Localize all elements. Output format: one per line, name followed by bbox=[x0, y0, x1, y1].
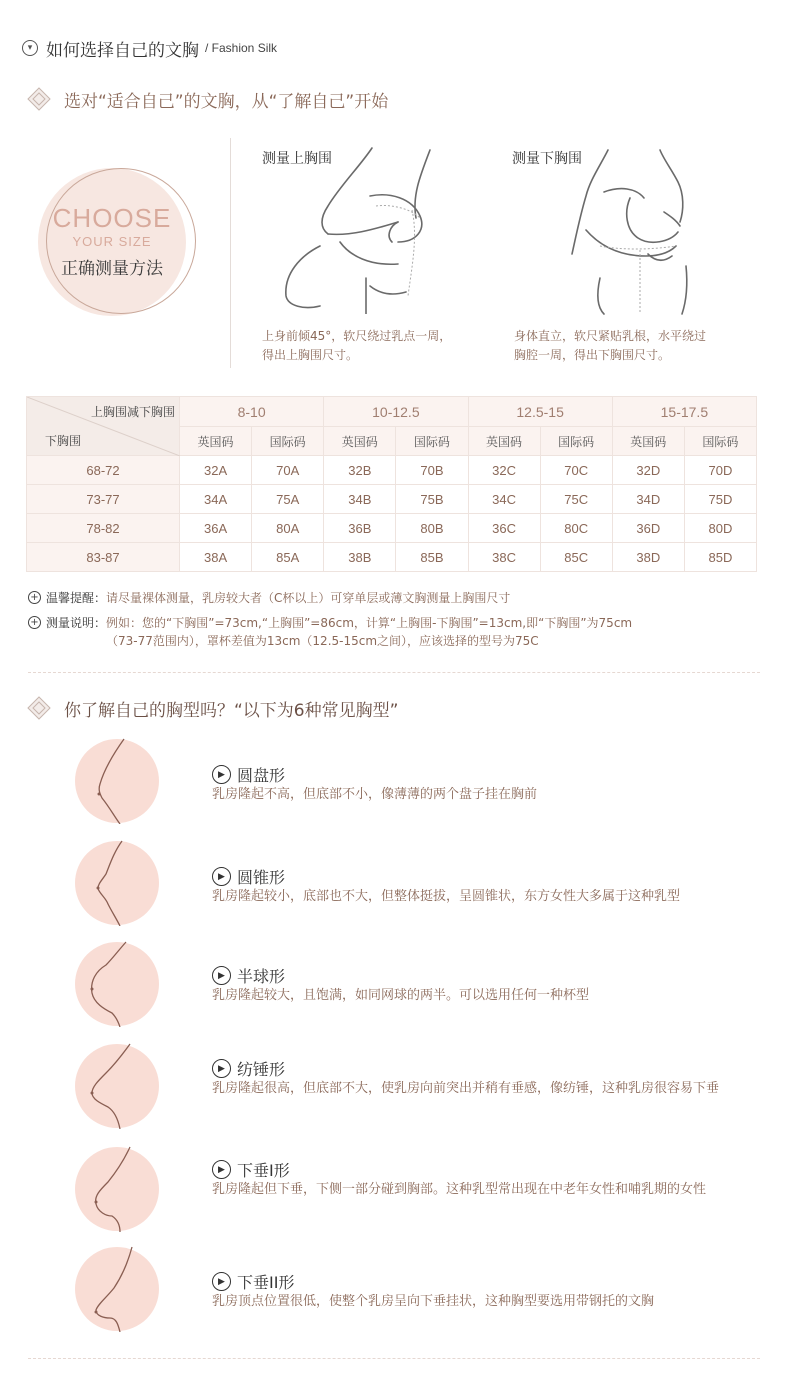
shape-title bbox=[212, 1270, 294, 1293]
dashed-divider bbox=[28, 672, 760, 673]
sub-header: 英国码 bbox=[180, 427, 252, 456]
group-header: 12.5-15 bbox=[468, 397, 612, 427]
shape-desc: 乳房顶点位置很低，使整个乳房呈向下垂挂状，这种胸型要选用带钢托的文胸 bbox=[212, 1294, 655, 1309]
measure-upper-desc bbox=[262, 327, 451, 365]
sub-header: 英国码 bbox=[612, 427, 684, 456]
size-cell: 70B bbox=[396, 456, 468, 485]
disc-shape-icon bbox=[74, 738, 160, 824]
size-cell: 85A bbox=[252, 543, 324, 572]
note-example bbox=[28, 614, 632, 632]
note-text: 例如：您的“下胸围”=73cm,“上胸围”=86cm，计算“上胸围-下胸围”=13cm,即“下胸围”为75cm bbox=[106, 616, 633, 630]
section-heading-2 bbox=[26, 695, 398, 721]
size-cell: 36A bbox=[180, 514, 252, 543]
measure-upper-label: 测量上胸围 bbox=[262, 151, 332, 167]
size-cell: 34D bbox=[612, 485, 684, 514]
size-cell: 34B bbox=[324, 485, 396, 514]
plus-circle-icon: + bbox=[28, 591, 41, 604]
shape-desc: 乳房隆起较小，底部也不大，但整体挺拔，呈圆锥状，东方女性大多属于这种乳型 bbox=[212, 889, 681, 904]
note-text: 请尽量裸体测量，乳房较大者（C杯以上）可穿单层或薄文胸测量上胸围尺寸 bbox=[106, 591, 511, 605]
size-cell: 80C bbox=[540, 514, 612, 543]
size-cell: 32C bbox=[468, 456, 540, 485]
shape-desc: 乳房隆起很高，但底部不大，使乳房向前突出并稍有垂感，像纺锤，这种乳房很容易下垂 bbox=[212, 1081, 720, 1096]
table-row bbox=[27, 514, 757, 543]
size-cell: 75A bbox=[252, 485, 324, 514]
size-cell: 38A bbox=[180, 543, 252, 572]
size-cell: 70D bbox=[684, 456, 756, 485]
shape-name: 下垂II形 bbox=[237, 1273, 295, 1292]
size-cell: 75D bbox=[684, 485, 756, 514]
note-reminder bbox=[28, 589, 510, 607]
table-header-row bbox=[27, 397, 757, 427]
choose-text: CHOOSE bbox=[52, 203, 172, 233]
chevron-down-icon: ▾ bbox=[22, 40, 38, 56]
page-title: 如何选择自己的文胸 bbox=[46, 40, 199, 61]
table-corner-cell bbox=[27, 397, 180, 456]
under-bust-cell: 73-77 bbox=[27, 485, 180, 514]
sub-header: 英国码 bbox=[324, 427, 396, 456]
size-cell: 32A bbox=[180, 456, 252, 485]
shape-desc: 乳房隆起较大，且饱满，如同网球的两半。可以选用任何一种杯型 bbox=[212, 988, 590, 1003]
shape-desc: 乳房隆起但下垂，下侧一部分碰到胸部。这种乳型常出现在中老年女性和哺乳期的女性 bbox=[212, 1182, 707, 1197]
table-row bbox=[27, 543, 757, 572]
shape-desc: 乳房隆起不高，但底部不小，像薄薄的两个盘子挂在胸前 bbox=[212, 787, 538, 802]
sagging-2-shape-icon bbox=[74, 1246, 160, 1332]
size-cell: 85D bbox=[684, 543, 756, 572]
divider bbox=[230, 138, 231, 368]
shape-title bbox=[212, 865, 285, 888]
lower-bust-illustration bbox=[560, 146, 720, 316]
group-header: 8-10 bbox=[180, 397, 324, 427]
size-cell: 38B bbox=[324, 543, 396, 572]
measure-lower-label: 测量下胸围 bbox=[512, 151, 582, 167]
arrow-right-icon: ▶ bbox=[212, 966, 231, 985]
size-cell: 80A bbox=[252, 514, 324, 543]
shape-name: 下垂I形 bbox=[237, 1161, 290, 1180]
section-title: 你了解自己的胸型吗？“以下为6种常见胸型” bbox=[64, 700, 399, 721]
size-cell: 32B bbox=[324, 456, 396, 485]
size-cell: 85C bbox=[540, 543, 612, 572]
shape-title bbox=[212, 964, 285, 987]
note-text: （73-77范围内），罩杯差值为13cm（12.5-15cm之间），应该选择的型号为75C bbox=[106, 634, 539, 648]
table-row bbox=[27, 456, 757, 485]
shape-name: 半球形 bbox=[237, 967, 286, 986]
sub-header: 国际码 bbox=[252, 427, 324, 456]
measure-lower-desc bbox=[514, 327, 706, 365]
sub-header: 英国码 bbox=[468, 427, 540, 456]
size-table bbox=[26, 396, 757, 572]
arrow-right-icon: ▶ bbox=[212, 1059, 231, 1078]
desc-line: 身体直立，软尺紧贴乳根，水平绕过 bbox=[514, 329, 707, 343]
group-header: 15-17.5 bbox=[612, 397, 756, 427]
size-cell: 85B bbox=[396, 543, 468, 572]
hemisphere-shape-icon bbox=[74, 941, 160, 1027]
size-cell: 34C bbox=[468, 485, 540, 514]
corner-bottom-label: 下胸围 bbox=[45, 434, 82, 448]
cone-shape-icon bbox=[74, 840, 160, 926]
note-key: 测量说明： bbox=[46, 616, 107, 630]
size-cell: 80B bbox=[396, 514, 468, 543]
section-heading-1 bbox=[26, 86, 388, 112]
dashed-divider bbox=[28, 1358, 760, 1359]
size-cell: 36C bbox=[468, 514, 540, 543]
size-cell: 38C bbox=[468, 543, 540, 572]
size-cell: 70A bbox=[252, 456, 324, 485]
plus-circle-icon: + bbox=[28, 616, 41, 629]
note-key: 温馨提醒： bbox=[46, 591, 107, 605]
diamond-icon bbox=[26, 86, 52, 112]
sub-header: 国际码 bbox=[396, 427, 468, 456]
table-row bbox=[27, 485, 757, 514]
desc-line: 胸腔一周，得出下胸围尺寸。 bbox=[514, 348, 671, 362]
size-cell: 36D bbox=[612, 514, 684, 543]
group-header: 10-12.5 bbox=[324, 397, 468, 427]
size-cell: 70C bbox=[540, 456, 612, 485]
desc-line: 上身前倾45°，软尺绕过乳点一周， bbox=[262, 329, 452, 343]
page-header bbox=[22, 36, 277, 60]
your-size-text: YOUR SIZE bbox=[72, 234, 152, 249]
size-cell: 34A bbox=[180, 485, 252, 514]
size-cell: 32D bbox=[612, 456, 684, 485]
shape-name: 圆锥形 bbox=[237, 868, 286, 887]
sagging-1-shape-icon bbox=[74, 1146, 160, 1232]
arrow-right-icon: ▶ bbox=[212, 1160, 231, 1179]
upper-bust-illustration bbox=[280, 146, 450, 314]
note-example-line2 bbox=[106, 632, 539, 650]
page-subtitle: / Fashion Silk bbox=[205, 41, 278, 55]
spindle-shape-icon bbox=[74, 1043, 160, 1129]
shape-name: 圆盘形 bbox=[237, 766, 286, 785]
shape-name: 纺锤形 bbox=[237, 1060, 286, 1079]
size-cell: 36B bbox=[324, 514, 396, 543]
size-cell: 75C bbox=[540, 485, 612, 514]
size-cell: 38D bbox=[612, 543, 684, 572]
under-bust-cell: 83-87 bbox=[27, 543, 180, 572]
section-title: 选对“适合自己”的文胸，从“了解自己”开始 bbox=[64, 91, 389, 112]
under-bust-cell: 78-82 bbox=[27, 514, 180, 543]
arrow-right-icon: ▶ bbox=[212, 1272, 231, 1291]
under-bust-cell: 68-72 bbox=[27, 456, 180, 485]
diamond-icon bbox=[26, 695, 52, 721]
arrow-right-icon: ▶ bbox=[212, 765, 231, 784]
desc-line: 得出上胸围尺寸。 bbox=[262, 348, 359, 362]
choose-size-badge bbox=[38, 168, 196, 316]
arrow-right-icon: ▶ bbox=[212, 867, 231, 886]
measure-method-text: 正确测量方法 bbox=[61, 259, 163, 279]
sub-header: 国际码 bbox=[540, 427, 612, 456]
corner-top-label: 上胸围减下胸围 bbox=[90, 405, 175, 419]
size-cell: 80D bbox=[684, 514, 756, 543]
sub-header: 国际码 bbox=[684, 427, 756, 456]
shape-title bbox=[212, 1057, 285, 1080]
shape-title bbox=[212, 763, 285, 786]
shape-title bbox=[212, 1158, 290, 1181]
size-cell: 75B bbox=[396, 485, 468, 514]
